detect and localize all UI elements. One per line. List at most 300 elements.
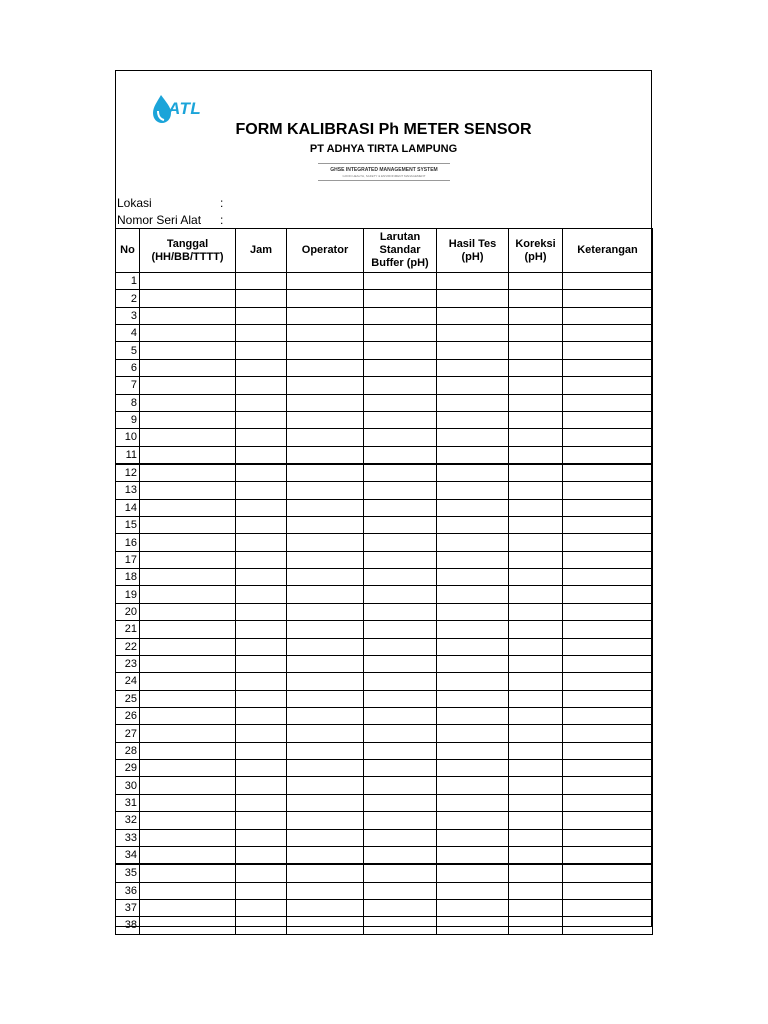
cell-keterangan[interactable] bbox=[563, 690, 653, 707]
cell-operator[interactable] bbox=[287, 517, 364, 534]
cell-keterangan[interactable] bbox=[563, 569, 653, 586]
cell-operator[interactable] bbox=[287, 638, 364, 655]
cell-hasil-tes[interactable] bbox=[437, 394, 509, 411]
cell-tanggal[interactable] bbox=[140, 638, 236, 655]
table-row bbox=[116, 725, 653, 742]
cell-tanggal[interactable] bbox=[140, 846, 236, 864]
cell-koreksi[interactable] bbox=[509, 673, 563, 690]
cell-jam[interactable] bbox=[236, 534, 287, 551]
cell-larutan[interactable] bbox=[364, 760, 437, 777]
cell-operator[interactable] bbox=[287, 290, 364, 307]
cell-tanggal[interactable] bbox=[140, 342, 236, 359]
cell-hasil-tes[interactable] bbox=[437, 742, 509, 759]
cell-koreksi[interactable] bbox=[509, 377, 563, 394]
cell-koreksi[interactable] bbox=[509, 812, 563, 829]
cell-hasil-tes[interactable] bbox=[437, 482, 509, 499]
cell-tanggal[interactable] bbox=[140, 359, 236, 376]
cell-jam[interactable] bbox=[236, 429, 287, 446]
cell-jam[interactable] bbox=[236, 899, 287, 916]
cell-larutan[interactable] bbox=[364, 499, 437, 516]
cell-larutan[interactable] bbox=[364, 673, 437, 690]
cell-hasil-tes[interactable] bbox=[437, 307, 509, 324]
cell-larutan[interactable] bbox=[364, 603, 437, 620]
cell-larutan[interactable] bbox=[364, 325, 437, 342]
cell-koreksi[interactable] bbox=[509, 725, 563, 742]
cell-hasil-tes[interactable] bbox=[437, 411, 509, 428]
cell-hasil-tes[interactable] bbox=[437, 586, 509, 603]
cell-larutan[interactable] bbox=[364, 429, 437, 446]
cell-operator[interactable] bbox=[287, 655, 364, 672]
cell-operator[interactable] bbox=[287, 812, 364, 829]
cell-hasil-tes[interactable] bbox=[437, 464, 509, 482]
cell-jam[interactable] bbox=[236, 621, 287, 638]
cell-jam[interactable] bbox=[236, 829, 287, 846]
management-system-banner bbox=[318, 163, 450, 181]
cell-operator[interactable] bbox=[287, 446, 364, 464]
cell-koreksi[interactable] bbox=[509, 621, 563, 638]
cell-tanggal[interactable] bbox=[140, 829, 236, 846]
cell-larutan[interactable] bbox=[364, 464, 437, 482]
cell-keterangan[interactable] bbox=[563, 499, 653, 516]
cell-larutan[interactable] bbox=[364, 742, 437, 759]
row-number: 8 bbox=[116, 394, 140, 411]
cell-koreksi[interactable] bbox=[509, 517, 563, 534]
cell-operator[interactable] bbox=[287, 846, 364, 864]
col-header-larutan: Larutan Standar Buffer (pH) bbox=[364, 229, 437, 273]
cell-keterangan[interactable] bbox=[563, 864, 653, 882]
cell-keterangan[interactable] bbox=[563, 586, 653, 603]
cell-operator[interactable] bbox=[287, 429, 364, 446]
cell-larutan[interactable] bbox=[364, 359, 437, 376]
table-row bbox=[116, 603, 653, 620]
cell-operator[interactable] bbox=[287, 551, 364, 568]
cell-tanggal[interactable] bbox=[140, 655, 236, 672]
cell-koreksi[interactable] bbox=[509, 638, 563, 655]
cell-jam[interactable] bbox=[236, 760, 287, 777]
cell-operator[interactable] bbox=[287, 777, 364, 794]
row-number: 3 bbox=[116, 307, 140, 324]
cell-keterangan[interactable] bbox=[563, 829, 653, 846]
col-header-koreksi: Koreksi (pH) bbox=[509, 229, 563, 273]
cell-hasil-tes[interactable] bbox=[437, 621, 509, 638]
cell-tanggal[interactable] bbox=[140, 707, 236, 724]
cell-tanggal[interactable] bbox=[140, 812, 236, 829]
cell-operator[interactable] bbox=[287, 482, 364, 499]
cell-keterangan[interactable] bbox=[563, 517, 653, 534]
cell-keterangan[interactable] bbox=[563, 464, 653, 482]
cell-hasil-tes[interactable] bbox=[437, 673, 509, 690]
cell-hasil-tes[interactable] bbox=[437, 603, 509, 620]
cell-larutan[interactable] bbox=[364, 621, 437, 638]
cell-hasil-tes[interactable] bbox=[437, 707, 509, 724]
cell-hasil-tes[interactable] bbox=[437, 517, 509, 534]
cell-keterangan[interactable] bbox=[563, 273, 653, 290]
cell-keterangan[interactable] bbox=[563, 777, 653, 794]
cell-operator[interactable] bbox=[287, 377, 364, 394]
cell-keterangan[interactable] bbox=[563, 429, 653, 446]
cell-larutan[interactable] bbox=[364, 586, 437, 603]
cell-koreksi[interactable] bbox=[509, 917, 563, 934]
cell-koreksi[interactable] bbox=[509, 742, 563, 759]
cell-keterangan[interactable] bbox=[563, 394, 653, 411]
cell-tanggal[interactable] bbox=[140, 586, 236, 603]
cell-jam[interactable] bbox=[236, 586, 287, 603]
row-number: 33 bbox=[116, 829, 140, 846]
cell-operator[interactable] bbox=[287, 273, 364, 290]
cell-tanggal[interactable] bbox=[140, 864, 236, 882]
cell-hasil-tes[interactable] bbox=[437, 273, 509, 290]
cell-keterangan[interactable] bbox=[563, 655, 653, 672]
cell-jam[interactable] bbox=[236, 725, 287, 742]
table-row bbox=[116, 760, 653, 777]
table-row bbox=[116, 638, 653, 655]
cell-hasil-tes[interactable] bbox=[437, 499, 509, 516]
cell-koreksi[interactable] bbox=[509, 586, 563, 603]
cell-larutan[interactable] bbox=[364, 864, 437, 882]
table-row bbox=[116, 325, 653, 342]
cell-larutan[interactable] bbox=[364, 307, 437, 324]
cell-jam[interactable] bbox=[236, 603, 287, 620]
cell-jam[interactable] bbox=[236, 482, 287, 499]
cell-keterangan[interactable] bbox=[563, 725, 653, 742]
cell-hasil-tes[interactable] bbox=[437, 794, 509, 811]
cell-operator[interactable] bbox=[287, 359, 364, 376]
cell-larutan[interactable] bbox=[364, 551, 437, 568]
cell-hasil-tes[interactable] bbox=[437, 429, 509, 446]
cell-operator[interactable] bbox=[287, 725, 364, 742]
table-row bbox=[116, 864, 653, 882]
cell-tanggal[interactable] bbox=[140, 603, 236, 620]
cell-larutan[interactable] bbox=[364, 446, 437, 464]
row-number: 5 bbox=[116, 342, 140, 359]
table-row bbox=[116, 899, 653, 916]
cell-jam[interactable] bbox=[236, 411, 287, 428]
row-number: 27 bbox=[116, 725, 140, 742]
cell-jam[interactable] bbox=[236, 707, 287, 724]
cell-larutan[interactable] bbox=[364, 411, 437, 428]
cell-hasil-tes[interactable] bbox=[437, 551, 509, 568]
cell-hasil-tes[interactable] bbox=[437, 655, 509, 672]
cell-hasil-tes[interactable] bbox=[437, 690, 509, 707]
cell-operator[interactable] bbox=[287, 307, 364, 324]
cell-tanggal[interactable] bbox=[140, 464, 236, 482]
cell-koreksi[interactable] bbox=[509, 846, 563, 864]
cell-larutan[interactable] bbox=[364, 655, 437, 672]
cell-tanggal[interactable] bbox=[140, 429, 236, 446]
cell-tanggal[interactable] bbox=[140, 307, 236, 324]
cell-operator[interactable] bbox=[287, 707, 364, 724]
cell-operator[interactable] bbox=[287, 829, 364, 846]
cell-hasil-tes[interactable] bbox=[437, 760, 509, 777]
cell-jam[interactable] bbox=[236, 446, 287, 464]
cell-jam[interactable] bbox=[236, 794, 287, 811]
cell-koreksi[interactable] bbox=[509, 394, 563, 411]
cell-hasil-tes[interactable] bbox=[437, 290, 509, 307]
cell-operator[interactable] bbox=[287, 864, 364, 882]
cell-keterangan[interactable] bbox=[563, 638, 653, 655]
cell-koreksi[interactable] bbox=[509, 899, 563, 916]
cell-larutan[interactable] bbox=[364, 917, 437, 934]
row-number: 19 bbox=[116, 586, 140, 603]
cell-hasil-tes[interactable] bbox=[437, 777, 509, 794]
cell-tanggal[interactable] bbox=[140, 882, 236, 899]
cell-tanggal[interactable] bbox=[140, 273, 236, 290]
cell-operator[interactable] bbox=[287, 621, 364, 638]
cell-keterangan[interactable] bbox=[563, 603, 653, 620]
cell-keterangan[interactable] bbox=[563, 707, 653, 724]
cell-keterangan[interactable] bbox=[563, 325, 653, 342]
cell-jam[interactable] bbox=[236, 551, 287, 568]
cell-koreksi[interactable] bbox=[509, 760, 563, 777]
cell-larutan[interactable] bbox=[364, 846, 437, 864]
cell-tanggal[interactable] bbox=[140, 482, 236, 499]
cell-operator[interactable] bbox=[287, 742, 364, 759]
cell-koreksi[interactable] bbox=[509, 446, 563, 464]
cell-hasil-tes[interactable] bbox=[437, 359, 509, 376]
cell-jam[interactable] bbox=[236, 864, 287, 882]
cell-jam[interactable] bbox=[236, 638, 287, 655]
cell-tanggal[interactable] bbox=[140, 899, 236, 916]
table-row bbox=[116, 690, 653, 707]
cell-hasil-tes[interactable] bbox=[437, 325, 509, 342]
cell-koreksi[interactable] bbox=[509, 325, 563, 342]
cell-operator[interactable] bbox=[287, 899, 364, 916]
cell-operator[interactable] bbox=[287, 673, 364, 690]
cell-tanggal[interactable] bbox=[140, 725, 236, 742]
cell-operator[interactable] bbox=[287, 499, 364, 516]
cell-keterangan[interactable] bbox=[563, 742, 653, 759]
cell-hasil-tes[interactable] bbox=[437, 812, 509, 829]
cell-operator[interactable] bbox=[287, 586, 364, 603]
table-row bbox=[116, 534, 653, 551]
cell-tanggal[interactable] bbox=[140, 673, 236, 690]
cell-jam[interactable] bbox=[236, 307, 287, 324]
cell-tanggal[interactable] bbox=[140, 794, 236, 811]
cell-larutan[interactable] bbox=[364, 829, 437, 846]
cell-operator[interactable] bbox=[287, 534, 364, 551]
cell-koreksi[interactable] bbox=[509, 864, 563, 882]
cell-operator[interactable] bbox=[287, 569, 364, 586]
cell-operator[interactable] bbox=[287, 603, 364, 620]
cell-keterangan[interactable] bbox=[563, 551, 653, 568]
cell-larutan[interactable] bbox=[364, 377, 437, 394]
cell-jam[interactable] bbox=[236, 464, 287, 482]
cell-larutan[interactable] bbox=[364, 707, 437, 724]
cell-tanggal[interactable] bbox=[140, 569, 236, 586]
cell-keterangan[interactable] bbox=[563, 882, 653, 899]
cell-koreksi[interactable] bbox=[509, 290, 563, 307]
cell-jam[interactable] bbox=[236, 812, 287, 829]
cell-hasil-tes[interactable] bbox=[437, 638, 509, 655]
cell-hasil-tes[interactable] bbox=[437, 917, 509, 934]
cell-jam[interactable] bbox=[236, 846, 287, 864]
seri-label: Nomor Seri Alat bbox=[117, 213, 202, 227]
cell-jam[interactable] bbox=[236, 499, 287, 516]
cell-jam[interactable] bbox=[236, 273, 287, 290]
cell-operator[interactable] bbox=[287, 917, 364, 934]
cell-tanggal[interactable] bbox=[140, 621, 236, 638]
cell-jam[interactable] bbox=[236, 777, 287, 794]
cell-keterangan[interactable] bbox=[563, 290, 653, 307]
cell-keterangan[interactable] bbox=[563, 760, 653, 777]
cell-operator[interactable] bbox=[287, 882, 364, 899]
table-row bbox=[116, 482, 653, 499]
cell-koreksi[interactable] bbox=[509, 882, 563, 899]
cell-hasil-tes[interactable] bbox=[437, 829, 509, 846]
cell-tanggal[interactable] bbox=[140, 411, 236, 428]
row-number: 31 bbox=[116, 794, 140, 811]
cell-keterangan[interactable] bbox=[563, 342, 653, 359]
cell-koreksi[interactable] bbox=[509, 499, 563, 516]
cell-keterangan[interactable] bbox=[563, 812, 653, 829]
cell-koreksi[interactable] bbox=[509, 342, 563, 359]
cell-larutan[interactable] bbox=[364, 899, 437, 916]
cell-jam[interactable] bbox=[236, 655, 287, 672]
cell-koreksi[interactable] bbox=[509, 707, 563, 724]
cell-koreksi[interactable] bbox=[509, 359, 563, 376]
cell-tanggal[interactable] bbox=[140, 690, 236, 707]
cell-operator[interactable] bbox=[287, 411, 364, 428]
cell-jam[interactable] bbox=[236, 517, 287, 534]
cell-operator[interactable] bbox=[287, 760, 364, 777]
cell-larutan[interactable] bbox=[364, 794, 437, 811]
cell-keterangan[interactable] bbox=[563, 411, 653, 428]
cell-keterangan[interactable] bbox=[563, 917, 653, 934]
row-number: 37 bbox=[116, 899, 140, 916]
cell-koreksi[interactable] bbox=[509, 534, 563, 551]
cell-keterangan[interactable] bbox=[563, 482, 653, 499]
cell-jam[interactable] bbox=[236, 569, 287, 586]
cell-tanggal[interactable] bbox=[140, 446, 236, 464]
cell-operator[interactable] bbox=[287, 325, 364, 342]
cell-keterangan[interactable] bbox=[563, 673, 653, 690]
table-row bbox=[116, 655, 653, 672]
cell-hasil-tes[interactable] bbox=[437, 534, 509, 551]
cell-hasil-tes[interactable] bbox=[437, 864, 509, 882]
cell-jam[interactable] bbox=[236, 359, 287, 376]
cell-keterangan[interactable] bbox=[563, 899, 653, 916]
cell-operator[interactable] bbox=[287, 342, 364, 359]
cell-larutan[interactable] bbox=[364, 482, 437, 499]
cell-larutan[interactable] bbox=[364, 882, 437, 899]
cell-koreksi[interactable] bbox=[509, 777, 563, 794]
table-row bbox=[116, 342, 653, 359]
cell-jam[interactable] bbox=[236, 917, 287, 934]
cell-keterangan[interactable] bbox=[563, 307, 653, 324]
cell-operator[interactable] bbox=[287, 794, 364, 811]
table-row bbox=[116, 464, 653, 482]
cell-koreksi[interactable] bbox=[509, 690, 563, 707]
cell-koreksi[interactable] bbox=[509, 429, 563, 446]
cell-hasil-tes[interactable] bbox=[437, 899, 509, 916]
cell-tanggal[interactable] bbox=[140, 499, 236, 516]
cell-jam[interactable] bbox=[236, 394, 287, 411]
cell-keterangan[interactable] bbox=[563, 446, 653, 464]
cell-jam[interactable] bbox=[236, 690, 287, 707]
cell-larutan[interactable] bbox=[364, 273, 437, 290]
cell-jam[interactable] bbox=[236, 377, 287, 394]
cell-larutan[interactable] bbox=[364, 690, 437, 707]
cell-tanggal[interactable] bbox=[140, 917, 236, 934]
cell-larutan[interactable] bbox=[364, 777, 437, 794]
row-number: 7 bbox=[116, 377, 140, 394]
cell-tanggal[interactable] bbox=[140, 742, 236, 759]
cell-jam[interactable] bbox=[236, 325, 287, 342]
cell-hasil-tes[interactable] bbox=[437, 725, 509, 742]
cell-hasil-tes[interactable] bbox=[437, 446, 509, 464]
table-row bbox=[116, 307, 653, 324]
cell-keterangan[interactable] bbox=[563, 534, 653, 551]
cell-tanggal[interactable] bbox=[140, 394, 236, 411]
cell-larutan[interactable] bbox=[364, 517, 437, 534]
cell-koreksi[interactable] bbox=[509, 551, 563, 568]
cell-koreksi[interactable] bbox=[509, 273, 563, 290]
cell-jam[interactable] bbox=[236, 342, 287, 359]
row-number: 11 bbox=[116, 446, 140, 464]
cell-operator[interactable] bbox=[287, 394, 364, 411]
cell-koreksi[interactable] bbox=[509, 411, 563, 428]
cell-jam[interactable] bbox=[236, 742, 287, 759]
cell-koreksi[interactable] bbox=[509, 794, 563, 811]
cell-larutan[interactable] bbox=[364, 725, 437, 742]
cell-tanggal[interactable] bbox=[140, 534, 236, 551]
cell-larutan[interactable] bbox=[364, 534, 437, 551]
row-number: 22 bbox=[116, 638, 140, 655]
cell-larutan[interactable] bbox=[364, 569, 437, 586]
cell-hasil-tes[interactable] bbox=[437, 342, 509, 359]
cell-koreksi[interactable] bbox=[509, 307, 563, 324]
cell-tanggal[interactable] bbox=[140, 777, 236, 794]
cell-koreksi[interactable] bbox=[509, 655, 563, 672]
cell-keterangan[interactable] bbox=[563, 846, 653, 864]
cell-koreksi[interactable] bbox=[509, 569, 563, 586]
cell-tanggal[interactable] bbox=[140, 760, 236, 777]
cell-jam[interactable] bbox=[236, 882, 287, 899]
cell-jam[interactable] bbox=[236, 290, 287, 307]
cell-larutan[interactable] bbox=[364, 342, 437, 359]
cell-larutan[interactable] bbox=[364, 394, 437, 411]
cell-operator[interactable] bbox=[287, 464, 364, 482]
cell-keterangan[interactable] bbox=[563, 377, 653, 394]
cell-keterangan[interactable] bbox=[563, 359, 653, 376]
cell-larutan[interactable] bbox=[364, 290, 437, 307]
row-number: 2 bbox=[116, 290, 140, 307]
cell-keterangan[interactable] bbox=[563, 794, 653, 811]
cell-tanggal[interactable] bbox=[140, 551, 236, 568]
cell-jam[interactable] bbox=[236, 673, 287, 690]
cell-hasil-tes[interactable] bbox=[437, 846, 509, 864]
cell-larutan[interactable] bbox=[364, 638, 437, 655]
table-row bbox=[116, 586, 653, 603]
cell-koreksi[interactable] bbox=[509, 482, 563, 499]
cell-larutan[interactable] bbox=[364, 812, 437, 829]
cell-tanggal[interactable] bbox=[140, 517, 236, 534]
cell-tanggal[interactable] bbox=[140, 325, 236, 342]
cell-keterangan[interactable] bbox=[563, 621, 653, 638]
cell-tanggal[interactable] bbox=[140, 377, 236, 394]
row-number: 25 bbox=[116, 690, 140, 707]
cell-tanggal[interactable] bbox=[140, 290, 236, 307]
cell-operator[interactable] bbox=[287, 690, 364, 707]
table-row bbox=[116, 551, 653, 568]
cell-hasil-tes[interactable] bbox=[437, 882, 509, 899]
cell-koreksi[interactable] bbox=[509, 829, 563, 846]
cell-koreksi[interactable] bbox=[509, 464, 563, 482]
cell-hasil-tes[interactable] bbox=[437, 377, 509, 394]
row-number: 30 bbox=[116, 777, 140, 794]
cell-hasil-tes[interactable] bbox=[437, 569, 509, 586]
cell-koreksi[interactable] bbox=[509, 603, 563, 620]
